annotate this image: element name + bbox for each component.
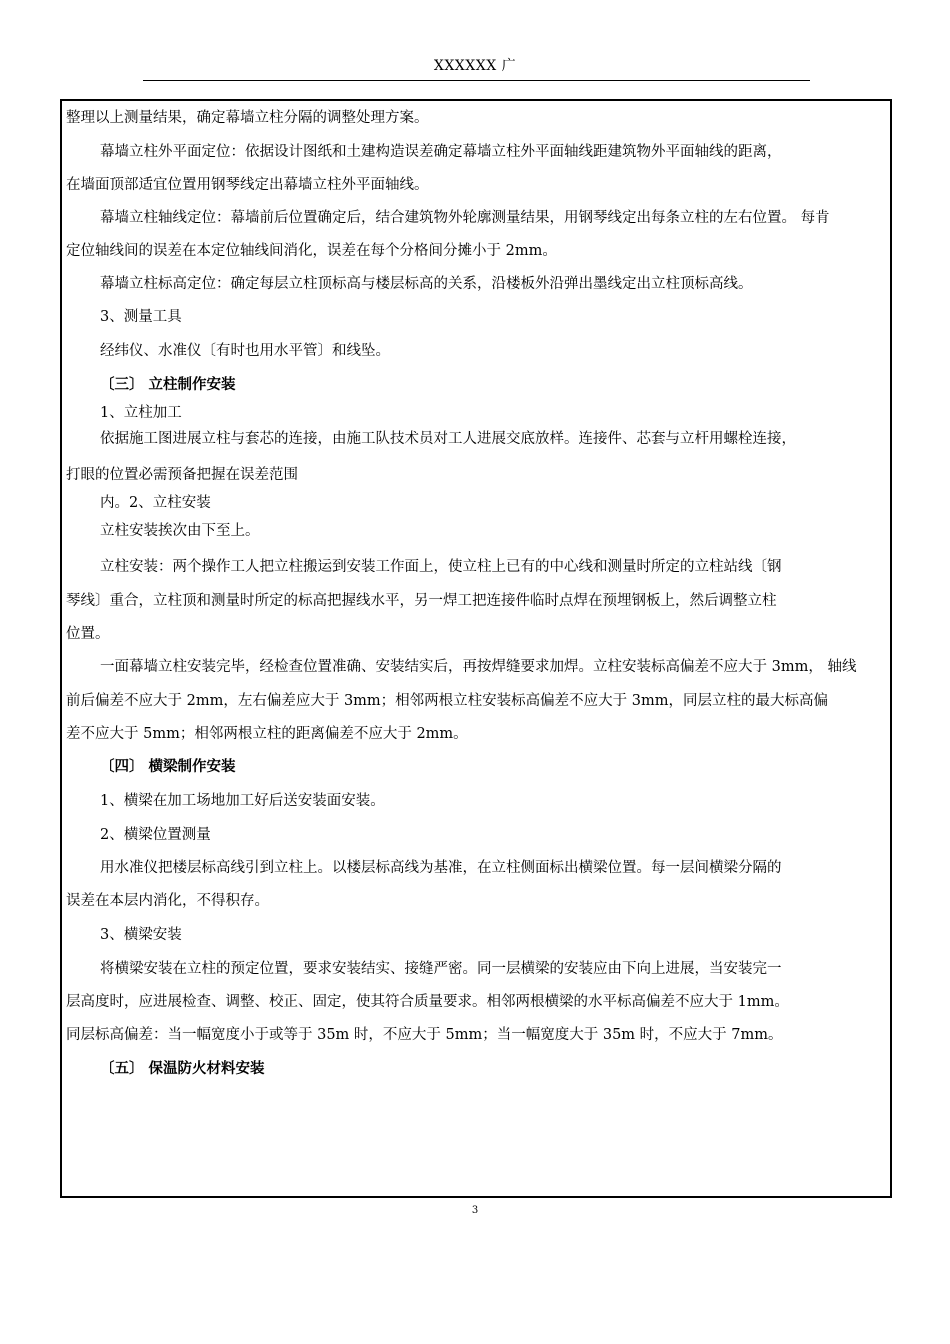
text-line: 同层标高偏差：当一幅宽度小于或等于 35m 时，不应大于 5mm；当一幅宽度大于 35m 时，不应大于 7mm。 [66,1027,783,1043]
text-line: 立柱安装挨次由下至上。 [100,523,260,539]
text-line: 1、横梁在加工场地加工好后送安装面安装。 [100,793,385,809]
text-line: 1、立柱加工 [100,405,182,421]
text-line: 幕墙立柱标高定位：确定每层立柱顶标高与楼层标高的关系，沿楼板外沿弹出墨线定出立柱顶标高线。 [100,276,753,292]
section-heading: 〔四〕 横梁制作安装 [100,759,236,775]
text-line: 将横梁安装在立柱的预定位置，要求安装结实、接缝严密。同一层横梁的安装应由下向上进展，当安装完一 [100,961,782,977]
text-line: 幕墙立柱轴线定位：幕墙前后位置确定后，结合建筑物外轮廓测量结果，用钢琴线定出每条立柱的左右位置。 每肯 [100,210,830,226]
text-line: 整理以上测量结果，确定幕墙立柱分隔的调整处理方案。 [66,110,429,126]
text-line: 差不应大于 5mm；相邻两根立柱的距离偏差不应大于 2mm。 [66,726,468,742]
header-rule [143,80,810,81]
text-line: 位置。 [66,626,110,642]
text-line: 定位轴线间的误差在本定位轴线间消化，误差在每个分格间分摊小于 2mm。 [66,243,557,259]
text-line: 内。2、立柱安装 [100,495,211,511]
text-line: 立柱安装：两个操作工人把立柱搬运到安装工作面上，使立柱上已有的中心线和测量时所定的立柱站线〔钢 [100,559,782,575]
text-line: 前后偏差不应大于 2mm，左右偏差应大于 3mm；相邻两根立柱安装标高偏差不应大于 3mm，同层立柱的最大标高偏 [66,693,828,709]
text-line: 层高度时，应进展检查、调整、校正、固定，使其符合质量要求。相邻两根横梁的水平标高偏差不应大于 1mm。 [66,994,789,1010]
text-line: 误差在本层内消化，不得积存。 [66,893,269,909]
text-line: 用水准仪把楼层标高线引到立柱上。以楼层标高线为基准，在立柱侧面标出横梁位置。每一层间横梁分隔的 [100,860,782,876]
text-line: 2、横梁位置测量 [100,827,211,843]
page-number: 3 [471,1205,479,1216]
section-heading: 〔五〕 保温防火材料安装 [100,1061,265,1077]
text-line: 琴线〕重合，立柱顶和测量时所定的标高把握线水平，另一焊工把连接件临时点焊在预埋钢板上，然后调整立柱 [66,593,777,609]
text-line: 依据施工图进展立柱与套芯的连接，由施工队技术员对工人进展交底放样。连接件、芯套与立杆用螺栓连接， [100,431,796,447]
text-line: 3、横梁安装 [100,927,182,943]
text-line: 经纬仪、水准仪〔有时也用水平管〕和线坠。 [100,343,390,359]
text-line: 打眼的位置必需预备把握在误差范围 [66,467,298,483]
text-line: 幕墙立柱外平面定位：依据设计图纸和土建构造误差确定幕墙立柱外平面轴线距建筑物外平面轴线的距离， [100,144,782,160]
text-line: 3、测量工具 [100,309,182,325]
page-header: XXXXXX 广 [433,58,517,74]
section-heading: 〔三〕 立柱制作安装 [100,377,236,393]
text-line: 一面幕墙立柱安装完毕，经检查位置准确、安装结实后，再按焊缝要求加焊。立柱安装标高偏差不应大于 3mm， 轴线 [100,659,857,675]
text-line: 在墙面顶部适宜位置用钢琴线定出幕墙立柱外平面轴线。 [66,177,429,193]
